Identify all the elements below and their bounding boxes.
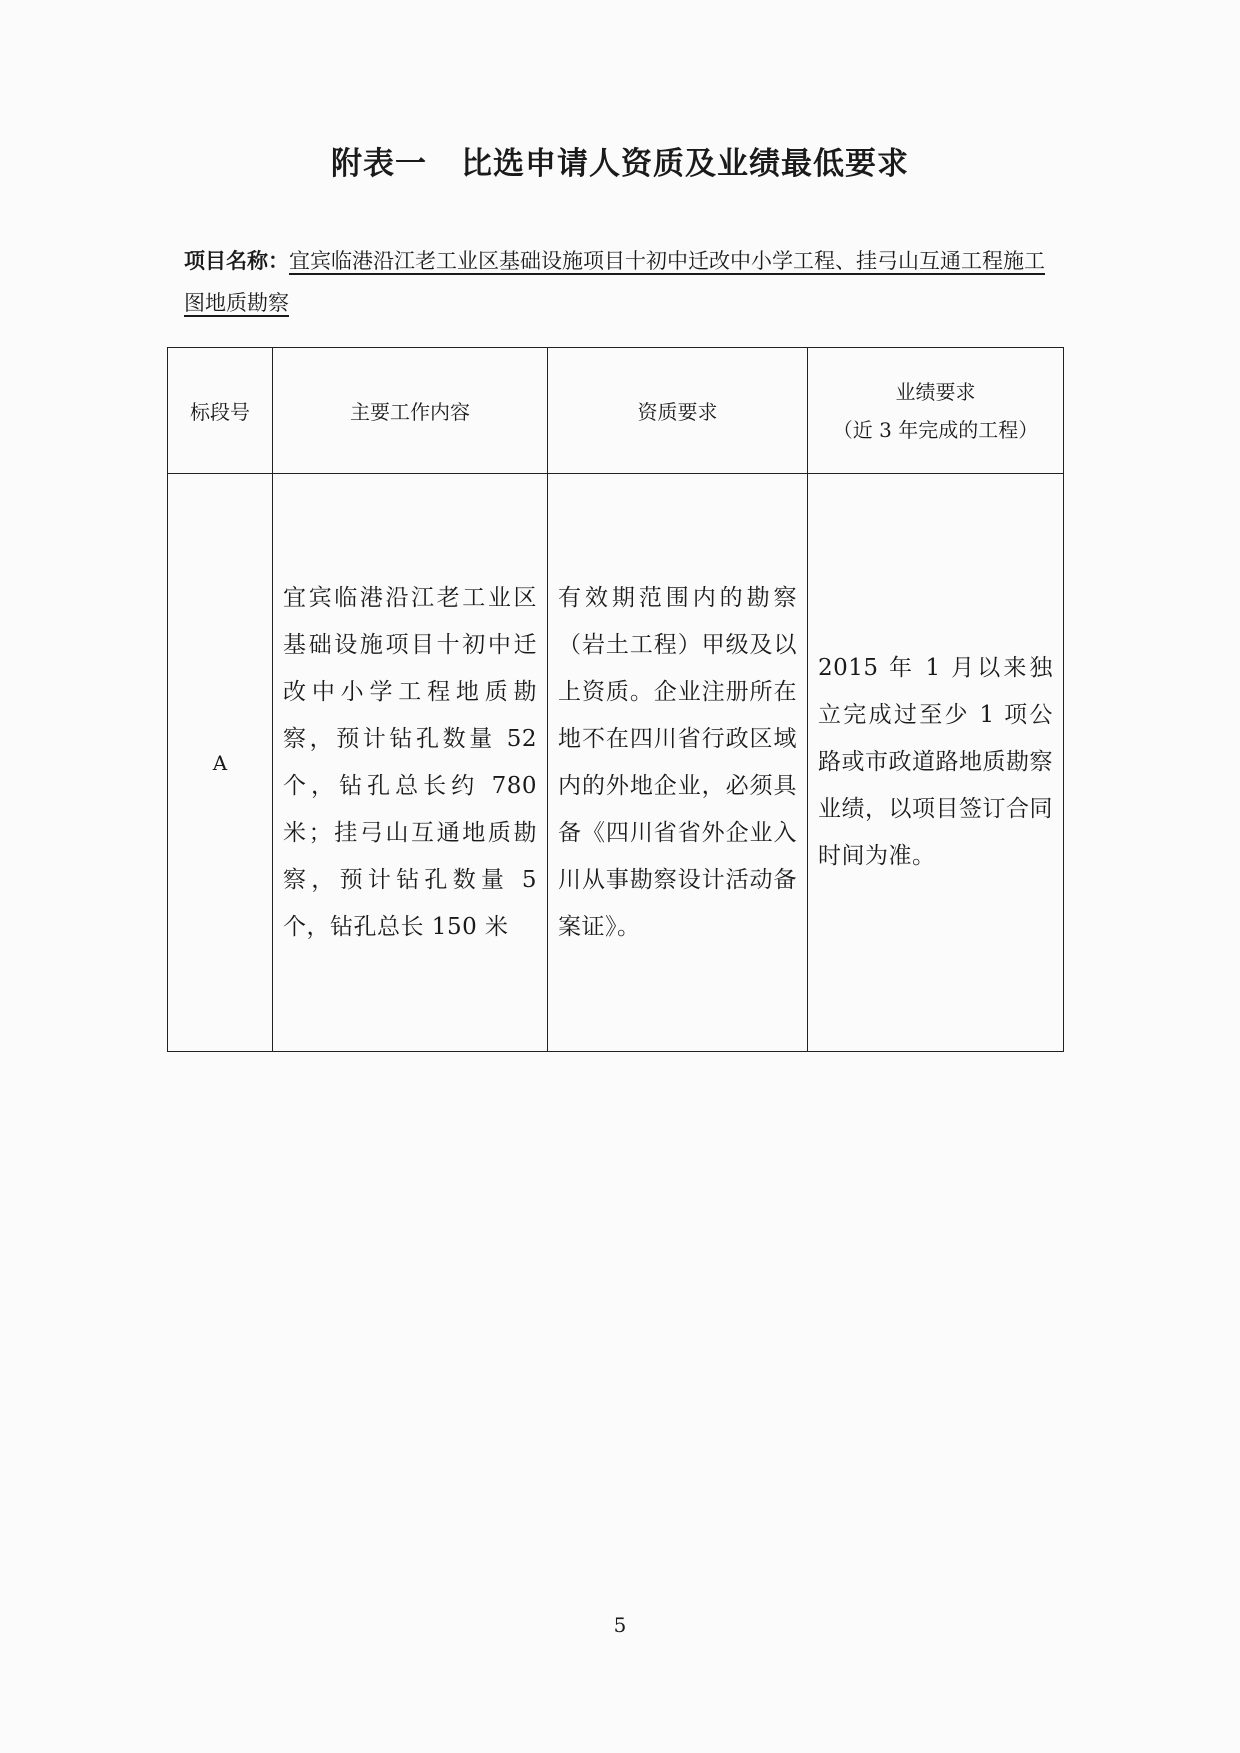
page-number: 5 [613,1613,627,1637]
table-header-row [168,348,1064,474]
header-performance-line1: 业绩要求 [895,379,976,404]
row-performance-cell [808,474,1064,1052]
row-qualification-cell [548,474,808,1052]
title-part-2: 比选申请人资质及业绩最低要求 [461,146,909,182]
row-performance: 2015 年 1 月以来独立完成过至少 1 项公路或市政道路地质勘察业绩，以项目签订合同时间为准。 [818,655,1053,869]
table-row [168,474,1064,1052]
requirements-table [167,347,1064,1052]
project-name-label: 项目名称： [184,249,289,273]
project-name-line [184,240,1054,324]
header-work: 主要工作内容 [273,348,548,474]
header-performance [808,348,1064,474]
header-qualification: 资质要求 [548,348,808,474]
row-work: 宜宾临港沿江老工业区基础设施项目十初中迁改中小学工程地质勘察，预计钻孔数量 52 个，钻孔总长约 780 米；挂弓山互通地质勘察，预计钻孔数量 5 个，钻孔总长 150 米 [283,584,537,940]
header-section: 标段号 [168,348,273,474]
project-name-value: 宜宾临港沿江老工业区基础设施项目十初中迁改中小学工程、挂弓山互通工程施工图地质勘察 [184,249,1045,315]
row-work-cell [273,474,548,1052]
document-title [0,138,1240,183]
header-performance-line2: （近 3 年完成的工程） [832,417,1039,442]
title-part-1: 附表一 [331,146,427,182]
row-qualification: 有效期范围内的勘察（岩土工程）甲级及以上资质。企业注册所在地不在四川省行政区域内的外地企业，必须具备《四川省省外企业入川从事勘察设计活动备案证》。 [558,584,797,940]
row-section: A [168,474,273,1052]
